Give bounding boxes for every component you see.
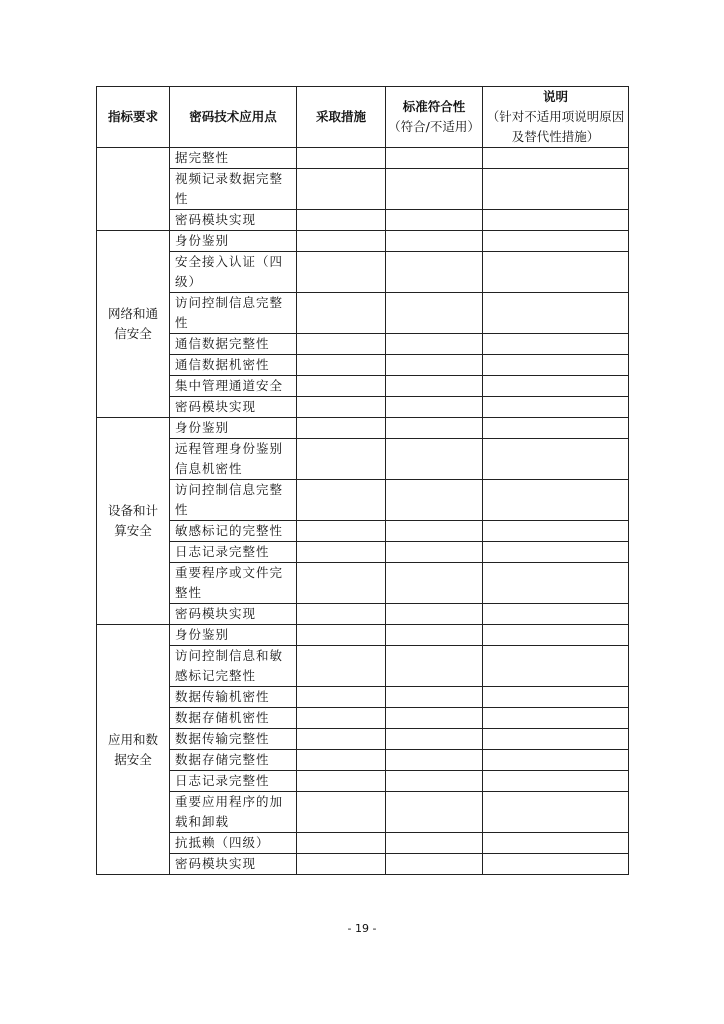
notes-cell bbox=[483, 521, 629, 542]
header-notes-sub: （针对不适用项说明原因及替代性措施） bbox=[486, 109, 625, 144]
measures-cell bbox=[297, 604, 386, 625]
crypto-point-cell: 日志记录完整性 bbox=[170, 771, 297, 792]
measures-cell bbox=[297, 854, 386, 875]
measures-cell bbox=[297, 148, 386, 169]
crypto-point-cell: 密码模块实现 bbox=[170, 854, 297, 875]
measures-cell bbox=[297, 792, 386, 833]
compliance-cell bbox=[386, 521, 483, 542]
measures-cell bbox=[297, 355, 386, 376]
table-row bbox=[97, 397, 629, 418]
crypto-point-cell: 密码模块实现 bbox=[170, 604, 297, 625]
notes-cell bbox=[483, 625, 629, 646]
crypto-point-cell: 集中管理通道安全 bbox=[170, 376, 297, 397]
measures-cell bbox=[297, 687, 386, 708]
table-row bbox=[97, 854, 629, 875]
crypto-point-cell: 数据传输完整性 bbox=[170, 729, 297, 750]
compliance-cell bbox=[386, 708, 483, 729]
crypto-point-cell: 视频记录数据完整性 bbox=[170, 169, 297, 210]
header-compliance bbox=[386, 87, 483, 148]
table-row bbox=[97, 480, 629, 521]
measures-cell bbox=[297, 252, 386, 293]
table-row bbox=[97, 604, 629, 625]
table-body bbox=[97, 148, 629, 875]
compliance-cell bbox=[386, 687, 483, 708]
crypto-point-cell: 日志记录完整性 bbox=[170, 542, 297, 563]
compliance-cell bbox=[386, 542, 483, 563]
compliance-cell bbox=[386, 231, 483, 252]
compliance-cell bbox=[386, 169, 483, 210]
category-cell: 网络和通信安全 bbox=[97, 231, 170, 418]
measures-cell bbox=[297, 480, 386, 521]
table-row bbox=[97, 355, 629, 376]
table-row bbox=[97, 334, 629, 355]
notes-cell bbox=[483, 771, 629, 792]
compliance-cell bbox=[386, 418, 483, 439]
notes-cell bbox=[483, 418, 629, 439]
notes-cell bbox=[483, 563, 629, 604]
header-row bbox=[97, 87, 629, 148]
notes-cell bbox=[483, 480, 629, 521]
notes-cell bbox=[483, 833, 629, 854]
notes-cell bbox=[483, 252, 629, 293]
notes-cell bbox=[483, 148, 629, 169]
notes-cell bbox=[483, 729, 629, 750]
crypto-point-cell: 访问控制信息和敏感标记完整性 bbox=[170, 646, 297, 687]
table-row bbox=[97, 833, 629, 854]
table-row bbox=[97, 148, 629, 169]
crypto-point-cell: 重要应用程序的加载和卸载 bbox=[170, 792, 297, 833]
measures-cell bbox=[297, 169, 386, 210]
table-row bbox=[97, 521, 629, 542]
page-number: - 19 - bbox=[347, 922, 377, 935]
measures-cell bbox=[297, 210, 386, 231]
measures-cell bbox=[297, 418, 386, 439]
compliance-cell bbox=[386, 397, 483, 418]
crypto-point-cell: 密码模块实现 bbox=[170, 210, 297, 231]
compliance-cell bbox=[386, 252, 483, 293]
compliance-cell bbox=[386, 376, 483, 397]
table-row bbox=[97, 563, 629, 604]
compliance-cell bbox=[386, 771, 483, 792]
measures-cell bbox=[297, 833, 386, 854]
table-row bbox=[97, 293, 629, 334]
notes-cell bbox=[483, 397, 629, 418]
compliance-cell bbox=[386, 210, 483, 231]
compliance-cell bbox=[386, 646, 483, 687]
notes-cell bbox=[483, 604, 629, 625]
compliance-cell bbox=[386, 563, 483, 604]
table-row bbox=[97, 210, 629, 231]
compliance-cell bbox=[386, 604, 483, 625]
table-row bbox=[97, 687, 629, 708]
measures-cell bbox=[297, 625, 386, 646]
compliance-cell bbox=[386, 293, 483, 334]
compliance-cell bbox=[386, 625, 483, 646]
crypto-point-cell: 通信数据完整性 bbox=[170, 334, 297, 355]
table-row bbox=[97, 439, 629, 480]
table-row bbox=[97, 646, 629, 687]
notes-cell bbox=[483, 708, 629, 729]
category-cell: 应用和数据安全 bbox=[97, 625, 170, 875]
notes-cell bbox=[483, 169, 629, 210]
compliance-cell bbox=[386, 148, 483, 169]
table-row bbox=[97, 771, 629, 792]
measures-cell bbox=[297, 646, 386, 687]
header-notes-main: 说明 bbox=[542, 89, 568, 104]
table-row bbox=[97, 169, 629, 210]
header-crypto-point: 密码技术应用点 bbox=[170, 87, 297, 148]
notes-cell bbox=[483, 355, 629, 376]
compliance-cell bbox=[386, 854, 483, 875]
measures-cell bbox=[297, 439, 386, 480]
table-row bbox=[97, 252, 629, 293]
measures-cell bbox=[297, 397, 386, 418]
notes-cell bbox=[483, 854, 629, 875]
table-row bbox=[97, 750, 629, 771]
compliance-cell bbox=[386, 729, 483, 750]
crypto-point-cell: 重要程序或文件完整性 bbox=[170, 563, 297, 604]
crypto-point-cell: 访问控制信息完整性 bbox=[170, 480, 297, 521]
notes-cell bbox=[483, 210, 629, 231]
measures-cell bbox=[297, 334, 386, 355]
table-row bbox=[97, 418, 629, 439]
table-row bbox=[97, 792, 629, 833]
crypto-point-cell: 敏感标记的完整性 bbox=[170, 521, 297, 542]
crypto-point-cell: 身份鉴别 bbox=[170, 418, 297, 439]
crypto-point-cell: 数据传输机密性 bbox=[170, 687, 297, 708]
header-measures: 采取措施 bbox=[297, 87, 386, 148]
compliance-cell bbox=[386, 480, 483, 521]
notes-cell bbox=[483, 376, 629, 397]
notes-cell bbox=[483, 792, 629, 833]
crypto-point-cell: 数据存储完整性 bbox=[170, 750, 297, 771]
measures-cell bbox=[297, 750, 386, 771]
header-compliance-sub: （符合/不适用） bbox=[388, 119, 480, 134]
header-notes bbox=[483, 87, 629, 148]
table-row bbox=[97, 542, 629, 563]
compliance-cell bbox=[386, 334, 483, 355]
notes-cell bbox=[483, 439, 629, 480]
measures-cell bbox=[297, 708, 386, 729]
compliance-cell bbox=[386, 833, 483, 854]
notes-cell bbox=[483, 542, 629, 563]
compliance-cell bbox=[386, 355, 483, 376]
header-indicator: 指标要求 bbox=[97, 87, 170, 148]
compliance-cell bbox=[386, 439, 483, 480]
table-row bbox=[97, 376, 629, 397]
crypto-point-cell: 据完整性 bbox=[170, 148, 297, 169]
crypto-point-cell: 远程管理身份鉴别信息机密性 bbox=[170, 439, 297, 480]
crypto-point-cell: 密码模块实现 bbox=[170, 397, 297, 418]
measures-cell bbox=[297, 563, 386, 604]
category-cell: 设备和计算安全 bbox=[97, 418, 170, 625]
measures-cell bbox=[297, 729, 386, 750]
notes-cell bbox=[483, 231, 629, 252]
category-cell bbox=[97, 148, 170, 231]
compliance-cell bbox=[386, 750, 483, 771]
crypto-point-cell: 通信数据机密性 bbox=[170, 355, 297, 376]
notes-cell bbox=[483, 687, 629, 708]
header-compliance-main: 标准符合性 bbox=[402, 99, 466, 114]
measures-cell bbox=[297, 376, 386, 397]
table-row bbox=[97, 729, 629, 750]
crypto-point-cell: 身份鉴别 bbox=[170, 625, 297, 646]
notes-cell bbox=[483, 334, 629, 355]
table-row bbox=[97, 231, 629, 252]
measures-cell bbox=[297, 771, 386, 792]
measures-cell bbox=[297, 293, 386, 334]
table-row bbox=[97, 625, 629, 646]
crypto-point-cell: 数据存储机密性 bbox=[170, 708, 297, 729]
requirements-table bbox=[96, 86, 629, 875]
notes-cell bbox=[483, 646, 629, 687]
measures-cell bbox=[297, 542, 386, 563]
notes-cell bbox=[483, 293, 629, 334]
compliance-cell bbox=[386, 792, 483, 833]
notes-cell bbox=[483, 750, 629, 771]
crypto-point-cell: 安全接入认证（四级） bbox=[170, 252, 297, 293]
crypto-point-cell: 访问控制信息完整性 bbox=[170, 293, 297, 334]
measures-cell bbox=[297, 231, 386, 252]
crypto-point-cell: 抗抵赖（四级） bbox=[170, 833, 297, 854]
crypto-point-cell: 身份鉴别 bbox=[170, 231, 297, 252]
measures-cell bbox=[297, 521, 386, 542]
table-row bbox=[97, 708, 629, 729]
